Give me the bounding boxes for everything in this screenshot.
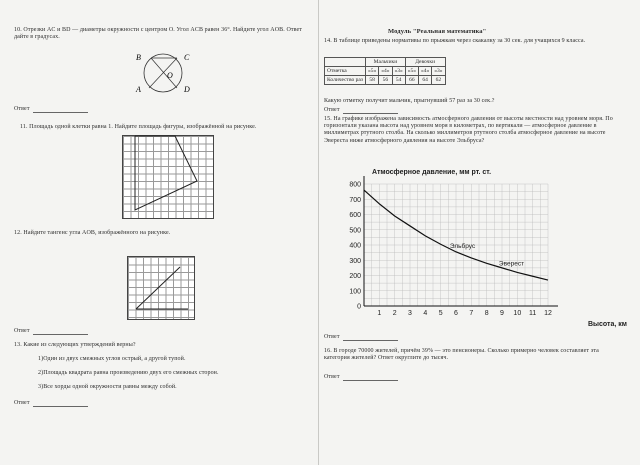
table-cell: «4» xyxy=(379,67,392,76)
y-tick-label: 600 xyxy=(349,212,361,219)
x-tick-label: 3 xyxy=(408,310,412,317)
answer-3-field[interactable] xyxy=(33,328,88,335)
x-tick-label: 1 xyxy=(377,310,382,317)
label-a: A xyxy=(136,85,141,94)
chart-xlabel: Высота, км xyxy=(588,321,627,328)
q16-answer: Ответ xyxy=(324,374,398,381)
label-d: D xyxy=(184,85,190,94)
row-label: Отметка xyxy=(325,67,366,76)
x-tick-label: 10 xyxy=(513,310,522,317)
table-cell: «4» xyxy=(419,67,432,76)
page-fold xyxy=(318,0,319,465)
table-row xyxy=(325,67,446,76)
answer-1-field[interactable] xyxy=(33,106,88,113)
q13-item-1: 1)Один из двух смежных углов острый, а другой тупой. xyxy=(38,356,186,362)
x-tick-label: 8 xyxy=(484,310,489,317)
label-b: B xyxy=(136,53,141,62)
y-tick-label: 700 xyxy=(349,196,361,204)
q14-question: Какую отметку получит мальчик, прыгнувший 57 раз за 30 сек.? xyxy=(324,98,495,104)
norms-table xyxy=(324,57,446,85)
table-cell: 58 xyxy=(366,76,379,85)
pressure-chart xyxy=(326,166,627,332)
answer-1: Ответ xyxy=(14,106,88,113)
table-cell: 54 xyxy=(392,76,405,85)
q15-text: 15. На графике изображена зависимость атмосферного давления от высоты местности над уровнем моря. По горизонтали указана высота над уровнем моря в километрах, по вертикали — атмосферное давление в миллиметрах ртутного столба. На сколько миллиметров ртутного столба атмосферное давление на высоте Эвереста ниже атмосферного давления на высоте Эльбруса? xyxy=(324,116,613,144)
table-cell: «3» xyxy=(432,67,445,76)
table-cell: 62 xyxy=(432,76,445,85)
header-boys: Мальчики xyxy=(366,58,406,67)
module-title: Модуль "Реальная математика" xyxy=(388,28,487,35)
table-cell: «5» xyxy=(405,67,418,76)
y-tick-label: 200 xyxy=(349,273,361,280)
q10-text: 10. Отрезки AC и BD — диаметры окружности с центром O. Угол ACB равен 36°. Найдите угол AOB. Ответ дайте в градусах. xyxy=(14,27,302,41)
y-tick-label: 0 xyxy=(357,303,361,311)
q11-grid xyxy=(122,135,214,219)
x-tick-label: 2 xyxy=(392,310,397,317)
q13-item-3: 3)Все хорды одной окружности равны между собой. xyxy=(38,384,177,390)
annotation-label: Эльбрус xyxy=(449,243,476,251)
q14-text: 14. В таблице приведены нормативы по прыжкам через скакалку за 30 сек. для учащихся 9 класса. xyxy=(324,38,586,44)
x-tick-label: 12 xyxy=(544,310,552,317)
answer-3: Ответ xyxy=(14,328,88,335)
table-cell: 56 xyxy=(379,76,392,85)
x-tick-label: 7 xyxy=(469,310,474,317)
label-c: C xyxy=(184,53,190,62)
x-tick-label: 6 xyxy=(454,310,458,317)
x-tick-label: 4 xyxy=(423,310,428,317)
q13-text: 13. Какие из следующих утверждений верны? xyxy=(14,342,136,348)
q14-answer-field[interactable] xyxy=(343,107,398,114)
answer-4-field[interactable] xyxy=(33,400,88,407)
circle-figure xyxy=(133,50,193,96)
row-label: Количество раз xyxy=(325,76,366,85)
y-tick-label: 400 xyxy=(349,242,361,250)
table-header-row xyxy=(325,58,446,67)
q16-text: 16. В городе 70000 жителей, причём 39% — это пенсионеры. Сколько примерно человек составляет эта категория жителей? Ответ округлите до тысяч. xyxy=(324,348,599,362)
q16-answer-field[interactable] xyxy=(343,374,398,381)
header-girls: Девочки xyxy=(405,58,445,67)
q15-answer-field[interactable] xyxy=(343,334,398,341)
table-corner xyxy=(325,58,366,67)
x-tick-label: 11 xyxy=(529,310,537,317)
table-cell: «3» xyxy=(392,67,405,76)
x-tick-label: 5 xyxy=(438,310,443,317)
y-tick-label: 500 xyxy=(349,227,361,235)
annotation-label: Эверест xyxy=(498,260,525,268)
y-tick-label: 300 xyxy=(349,257,361,265)
q12-text: 12. Найдите тангенс угла AOB, изображённого на рисунке. xyxy=(14,230,171,236)
q14-answer: Ответ xyxy=(324,107,398,114)
q15-answer: Ответ xyxy=(324,334,398,341)
q12-grid xyxy=(127,256,195,320)
q13-item-2: 2)Площадь квадрата равна произведению двух его смежных сторон. xyxy=(38,370,219,376)
table-row xyxy=(325,76,446,85)
table-cell: «5» xyxy=(366,67,379,76)
x-tick-label: 9 xyxy=(500,310,504,317)
y-tick-label: 100 xyxy=(349,288,361,296)
answer-4: Ответ xyxy=(14,400,88,407)
y-tick-label: 800 xyxy=(349,181,361,189)
q11-text: 11. Площадь одной клетки равна 1. Найдите площадь фигуры, изображённой на рисунке. xyxy=(20,124,257,130)
table-cell: 64 xyxy=(419,76,432,85)
label-o: O xyxy=(167,71,173,80)
table-cell: 66 xyxy=(405,76,418,85)
chart-title: Атмосферное давление, мм рт. ст. xyxy=(372,169,492,176)
